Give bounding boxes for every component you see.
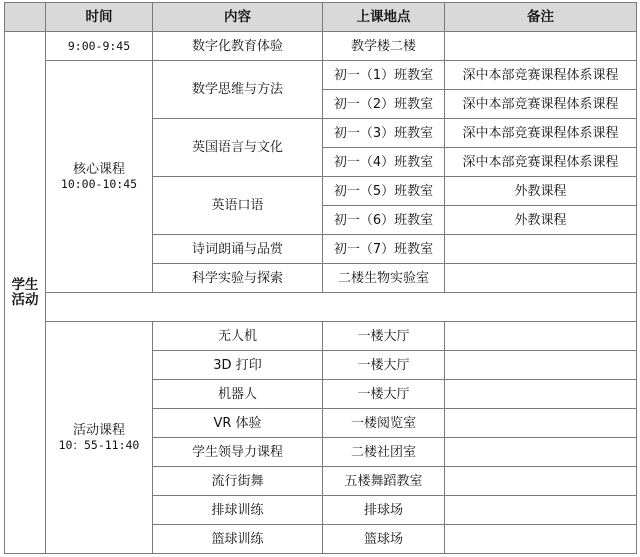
- core-location: 初一（1）班教室: [323, 61, 445, 90]
- core-location: 初一（5）班教室: [323, 177, 445, 206]
- core-name: 核心课程: [72, 161, 125, 177]
- header-row: [5, 3, 637, 32]
- first-row-note: [445, 32, 637, 61]
- first-row-time: 9:00-9:45: [46, 32, 153, 61]
- core-note: 外教课程: [445, 177, 637, 206]
- core-subject-poetry: 诗词朗诵与品赏: [153, 235, 323, 264]
- core-location: 初一（2）班教室: [323, 90, 445, 119]
- activity-note: [445, 409, 637, 438]
- activity-content: 流行街舞: [153, 467, 323, 496]
- header-location: 上课地点: [323, 3, 445, 32]
- activity-content: 3D 打印: [153, 351, 323, 380]
- spacer-cell: [46, 293, 637, 322]
- group-label-line2: 活动: [11, 291, 39, 308]
- table-row: [5, 32, 637, 61]
- core-note: [445, 235, 637, 264]
- spacer-row: [5, 293, 637, 322]
- activity-note: [445, 467, 637, 496]
- header-note: 备注: [445, 3, 637, 32]
- core-note: 外教课程: [445, 206, 637, 235]
- core-location: 初一（6）班教室: [323, 206, 445, 235]
- core-note: 深中本部竞赛课程体系课程: [445, 119, 637, 148]
- core-time: 10:00-10:45: [60, 176, 138, 191]
- core-location: 二楼生物实验室: [323, 264, 445, 293]
- activity-note: [445, 380, 637, 409]
- activity-name: 活动课程: [72, 422, 125, 438]
- header-blank: [5, 3, 46, 32]
- group-label-line1: 学生: [11, 276, 39, 293]
- core-subject-math: 数学思维与方法: [153, 61, 323, 119]
- core-subject-english: 英国语言与文化: [153, 119, 323, 177]
- activity-content: 无人机: [153, 322, 323, 351]
- core-note: 深中本部竞赛课程体系课程: [445, 61, 637, 90]
- activity-location: 篮球场: [323, 525, 445, 554]
- header-content: 内容: [153, 3, 323, 32]
- activity-block-cell: [46, 322, 153, 554]
- core-note: [445, 264, 637, 293]
- core-location: 初一（4）班教室: [323, 148, 445, 177]
- core-location: 初一（3）班教室: [323, 119, 445, 148]
- table-row: [5, 322, 637, 351]
- schedule-table: [4, 2, 637, 554]
- activity-time: 10：55-11:40: [58, 437, 140, 452]
- activity-location: 二楼社团室: [323, 438, 445, 467]
- activity-location: 一楼阅览室: [323, 409, 445, 438]
- activity-location: 排球场: [323, 496, 445, 525]
- activity-location: 一楼大厅: [323, 351, 445, 380]
- activity-location: 五楼舞蹈教室: [323, 467, 445, 496]
- activity-note: [445, 525, 637, 554]
- core-subject-oral: 英语口语: [153, 177, 323, 235]
- activity-location: 一楼大厅: [323, 380, 445, 409]
- activity-note: [445, 322, 637, 351]
- activity-note: [445, 438, 637, 467]
- activity-note: [445, 351, 637, 380]
- activity-content: 排球训练: [153, 496, 323, 525]
- first-row-content: 数字化教育体验: [153, 32, 323, 61]
- header-time: 时间: [46, 3, 153, 32]
- table-row: [5, 61, 637, 90]
- activity-location: 一楼大厅: [323, 322, 445, 351]
- core-subject-science: 科学实验与探索: [153, 264, 323, 293]
- first-row-location: 教学楼二楼: [323, 32, 445, 61]
- group-label-cell: [5, 32, 46, 554]
- core-note: 深中本部竞赛课程体系课程: [445, 90, 637, 119]
- core-block-cell: [46, 61, 153, 293]
- core-location: 初一（7）班教室: [323, 235, 445, 264]
- activity-content: 篮球训练: [153, 525, 323, 554]
- core-note: 深中本部竞赛课程体系课程: [445, 148, 637, 177]
- activity-content: 机器人: [153, 380, 323, 409]
- activity-content: VR 体验: [153, 409, 323, 438]
- activity-note: [445, 496, 637, 525]
- activity-content: 学生领导力课程: [153, 438, 323, 467]
